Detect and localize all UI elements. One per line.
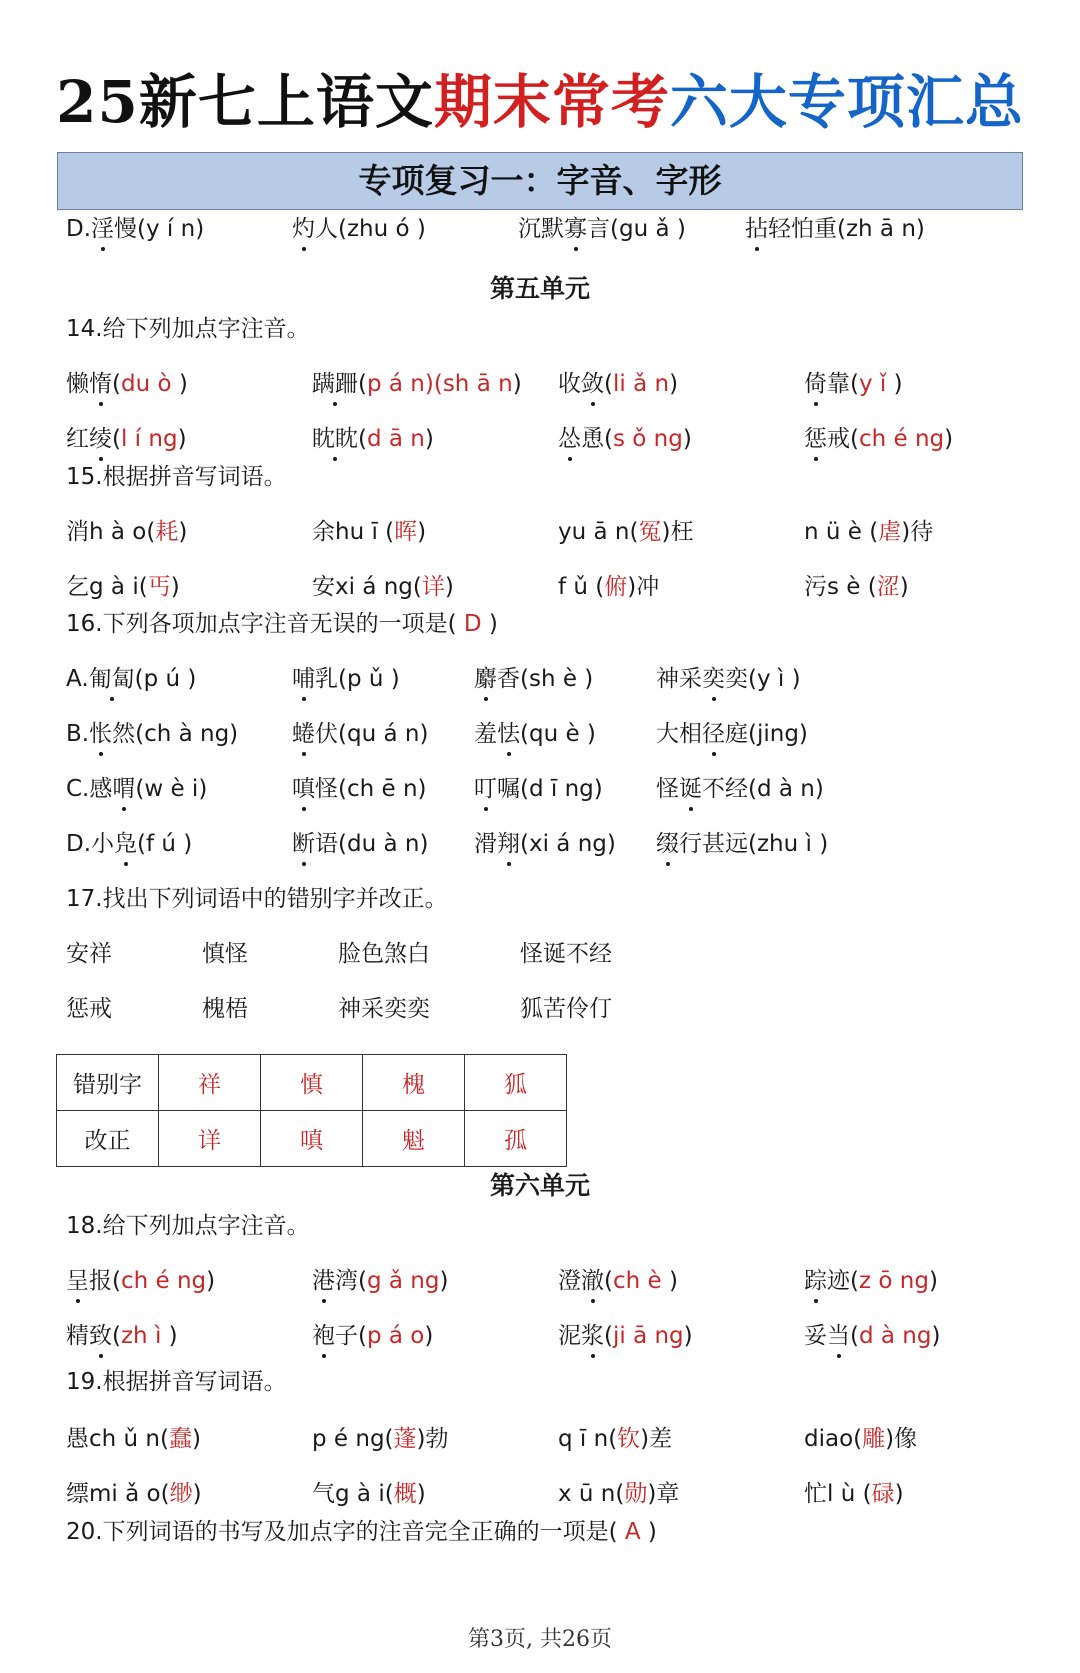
question-18: 18.给下列加点字注音。: [66, 1213, 310, 1239]
q16-option-b: [0, 714, 1080, 754]
phonetic-item: 泥浆(ji ā ng): [558, 1316, 693, 1356]
word-item: 安祥: [66, 941, 112, 967]
table-cell: 狐: [465, 1055, 567, 1111]
option-item: 哺乳(p ǔ ): [292, 659, 400, 699]
pinyin-item: diao(雕)像: [804, 1426, 918, 1452]
q14-row-2: [0, 419, 1080, 459]
question-14: 14.给下列加点字注音。: [66, 316, 310, 342]
unit-heading-5: 第五单元: [489, 274, 590, 303]
pinyin-item: 气g à i(概): [312, 1481, 426, 1507]
word-item: 槐梧: [202, 996, 248, 1022]
table-cell: 改正: [57, 1111, 159, 1167]
phonetic-item: 袍子(p á o): [312, 1316, 433, 1356]
phonetic-item: 懒惰(du ò ): [66, 364, 188, 404]
pinyin-item: 忙l ù (碌): [804, 1481, 904, 1507]
option-item: 叮嘱(d ī ng): [474, 769, 603, 809]
phonetic-item: 倚靠(y ǐ ): [804, 364, 903, 404]
phonetic-item: 精致(zh ì ): [66, 1316, 178, 1356]
option-item: D.小凫(f ú ): [66, 824, 192, 864]
option-item: 蜷伏(qu á n): [292, 714, 428, 754]
q18-row-2: [0, 1316, 1080, 1356]
option-item: 神采奕奕(y ì ): [656, 659, 801, 699]
pinyin-item: yu ā n(冤)枉: [558, 519, 694, 545]
option-item: 麝香(sh è ): [474, 659, 593, 699]
option-row-d-top: [0, 209, 1080, 249]
title-part3: 六大专项汇总: [669, 68, 1024, 136]
option-item: 怪诞不经(d à n): [656, 769, 824, 809]
q15-row-1: [0, 512, 1080, 552]
pinyin-item: 安xi á ng(详): [312, 574, 454, 600]
word-item: 怪诞不经: [520, 941, 612, 967]
table-cell: 嗔: [261, 1111, 363, 1167]
phonetic-item: 呈报(ch é ng): [66, 1261, 215, 1301]
phonetic-item: 踪迹(z ō ng): [804, 1261, 938, 1301]
word-item: 狐苦伶仃: [520, 996, 612, 1022]
option-item: 沉默寡言(gu ǎ ): [518, 209, 686, 249]
title-part1: 25新七上语文: [56, 68, 434, 136]
option-item: 断语(du à n): [292, 824, 428, 864]
q19-row-2: [0, 1474, 1080, 1514]
section-banner: 专项复习一：字音、字形: [57, 152, 1023, 210]
pinyin-item: p é ng(蓬)勃: [312, 1426, 449, 1452]
q16-option-c: [0, 769, 1080, 809]
option-item: D.淫慢(y í n): [66, 209, 204, 249]
option-item: C.感喟(w è i): [66, 769, 207, 809]
q17-words-row-1: [0, 934, 1080, 974]
pinyin-item: n ü è (虐)待: [804, 519, 934, 545]
phonetic-item: 蹒跚(p á n)(sh ā n): [312, 364, 522, 404]
table-cell: 祥: [159, 1055, 261, 1111]
table-cell: 孤: [465, 1111, 567, 1167]
title-part2: 期末常考: [433, 68, 670, 136]
question-17: 17.找出下列词语中的错别字并改正。: [66, 886, 448, 912]
table-cell: 魁: [363, 1111, 465, 1167]
phonetic-item: 收敛(li ǎ n): [558, 364, 678, 404]
page-title: [0, 62, 1080, 142]
table-cell: 慎: [261, 1055, 363, 1111]
q18-row-1: [0, 1261, 1080, 1301]
pinyin-item: x ū n(勋)章: [558, 1481, 680, 1507]
option-item: B.怅然(ch à ng): [66, 714, 238, 754]
word-item: 神采奕奕: [338, 996, 430, 1022]
phonetic-item: 怂恿(s ǒ ng): [558, 419, 692, 459]
pinyin-item: 缥mi ǎ o(缈): [66, 1481, 202, 1507]
option-item: 灼人(zhu ó ): [292, 209, 426, 249]
phonetic-item: 眈眈(d ā n): [312, 419, 434, 459]
phonetic-item: 妥当(d à ng): [804, 1316, 940, 1356]
question-20: 20.下列词语的书写及加点字的注音完全正确的一项是( A ): [66, 1519, 657, 1545]
table-row: [57, 1111, 567, 1167]
q17-words-row-2: [0, 989, 1080, 1029]
phonetic-item: 澄澈(ch è ): [558, 1261, 678, 1301]
correction-table: [56, 1054, 567, 1167]
question-16: 16.下列各项加点字注音无误的一项是( D ): [66, 611, 498, 637]
option-item: 拈轻怕重(zh ā n): [745, 209, 925, 249]
phonetic-item: 惩戒(ch é ng): [804, 419, 953, 459]
pinyin-item: f ǔ (俯)冲: [558, 574, 660, 600]
q19-row-1: [0, 1419, 1080, 1459]
pinyin-item: 愚ch ǔ n(蠢): [66, 1426, 201, 1452]
pinyin-item: 乞g à i(丐): [66, 574, 180, 600]
pinyin-item: 消h à o(耗): [66, 519, 188, 545]
phonetic-item: 港湾(g ǎ ng): [312, 1261, 448, 1301]
q16-option-a: [0, 659, 1080, 699]
q15-row-2: [0, 567, 1080, 607]
pinyin-item: q ī n(钦)差: [558, 1426, 673, 1452]
word-item: 慎怪: [202, 941, 248, 967]
word-item: 脸色煞白: [338, 941, 430, 967]
q14-row-1: [0, 364, 1080, 404]
option-item: 嗔怪(ch ē n): [292, 769, 427, 809]
option-item: 缀行甚远(zhu ì ): [656, 824, 828, 864]
page-footer: 第3页, 共26页: [468, 1627, 612, 1652]
q16-option-d: [0, 824, 1080, 864]
unit-heading-6: 第六单元: [489, 1171, 590, 1200]
word-item: 惩戒: [66, 996, 112, 1022]
pinyin-item: 余hu ī (晖): [312, 519, 427, 545]
table-cell: 详: [159, 1111, 261, 1167]
table-row: [57, 1055, 567, 1111]
option-item: 大相径庭(jing): [656, 714, 808, 754]
question-15: 15.根据拼音写词语。: [66, 464, 287, 490]
option-item: 羞怯(qu è ): [474, 714, 596, 754]
question-19: 19.根据拼音写词语。: [66, 1369, 287, 1395]
option-item: A.匍匐(p ú ): [66, 659, 196, 699]
table-cell: 槐: [363, 1055, 465, 1111]
option-item: 滑翔(xi á ng): [474, 824, 616, 864]
pinyin-item: 污s è (涩): [804, 574, 909, 600]
table-cell: 错别字: [57, 1055, 159, 1111]
phonetic-item: 红绫(l í ng): [66, 419, 187, 459]
